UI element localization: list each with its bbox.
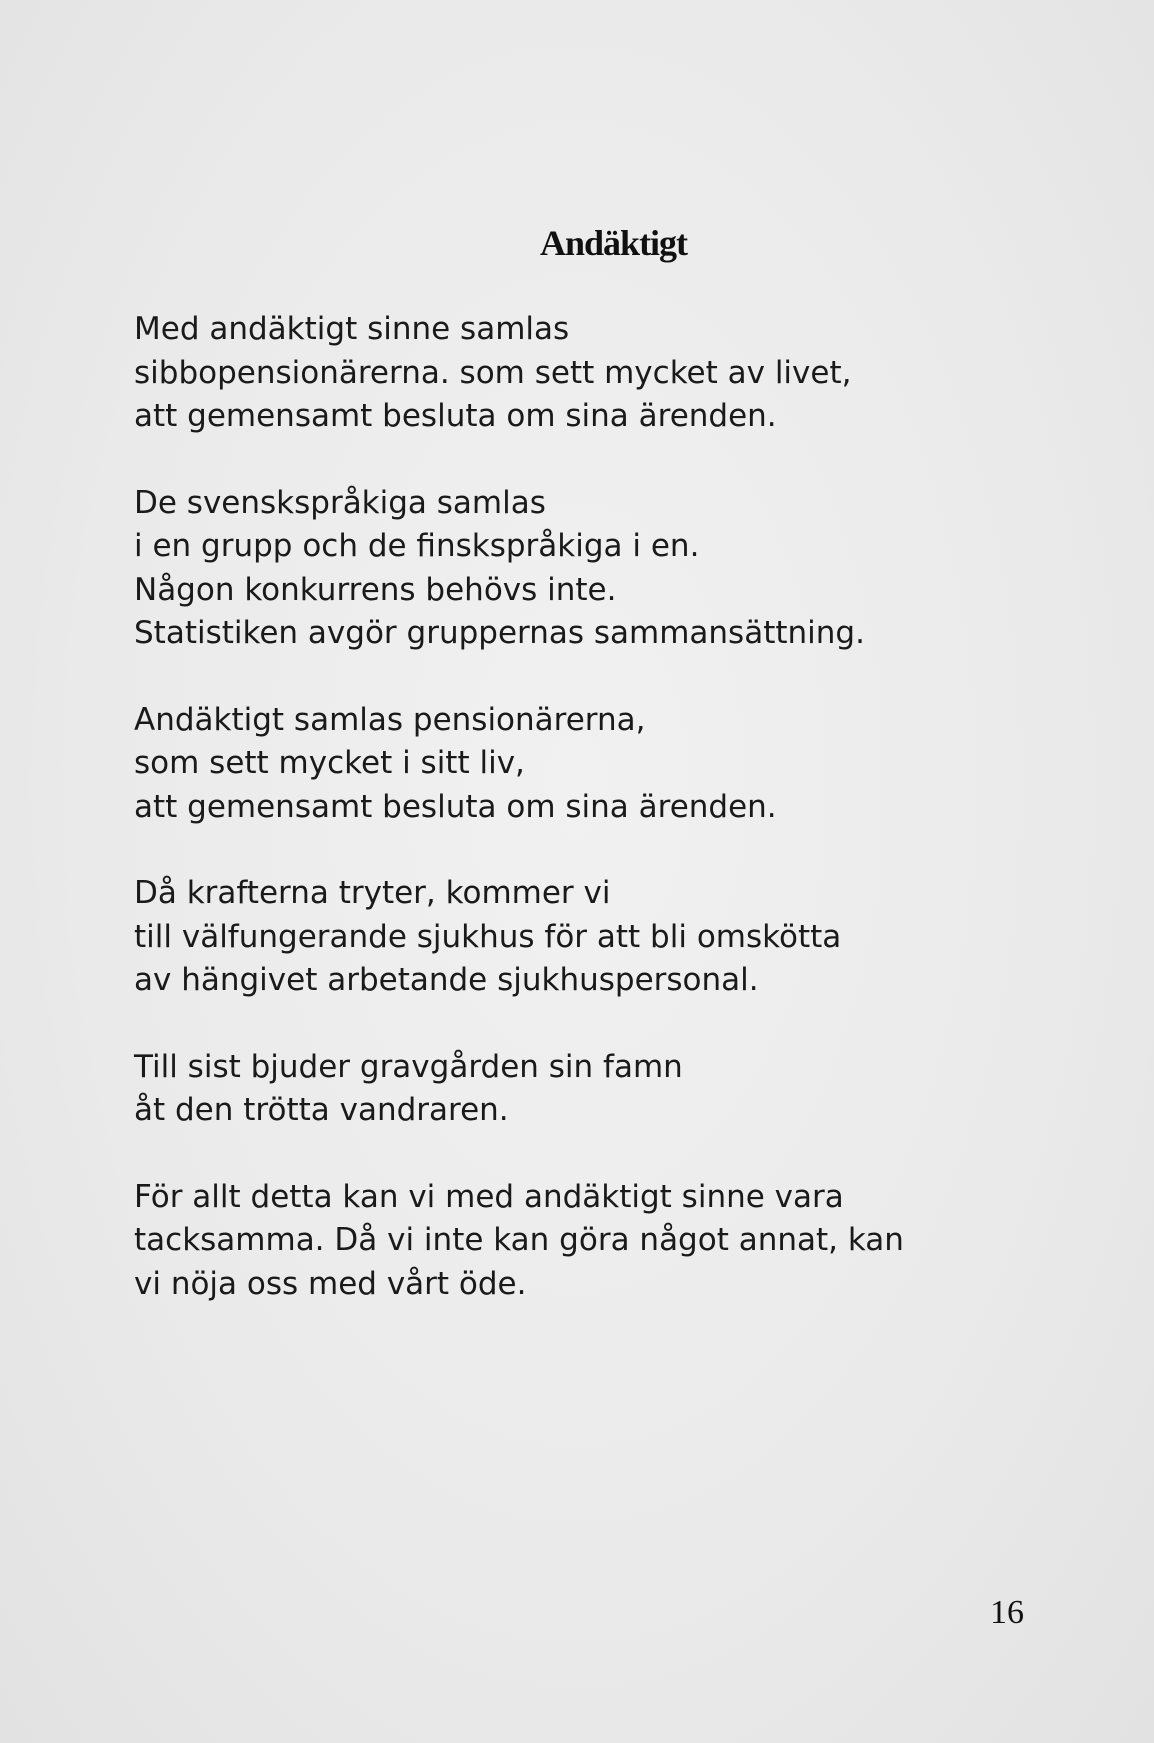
poem-line: Andäktigt samlas pensionärerna, — [134, 701, 646, 738]
poem-line: Statistiken avgör gruppernas sammansättning. — [134, 615, 865, 651]
stanza-5 — [134, 1046, 1034, 1133]
page-number: 16 — [990, 1594, 1024, 1631]
poem-line: att gemensamt besluta om sina ärenden. — [134, 788, 777, 825]
poem-line: i en grupp och de finskspråkiga i en. — [134, 528, 700, 564]
stanza-2 — [134, 482, 1034, 656]
stanza-3 — [134, 699, 1034, 830]
poem-line: som sett mycket i sitt liv, — [134, 745, 525, 781]
poem-line: åt den trötta vandraren. — [134, 1092, 509, 1128]
stanza-4 — [134, 872, 1034, 1003]
stanza-6 — [134, 1176, 1034, 1307]
poem-line: till välfungerande sjukhus för att bli omskötta — [134, 918, 842, 955]
poem-line: av hängivet arbetande sjukhuspersonal. — [134, 962, 759, 998]
poem-body — [134, 308, 1034, 1349]
stanza-1 — [134, 308, 1034, 439]
poem-line: att gemensamt besluta om sina ärenden. — [134, 398, 777, 434]
poem-line: De svenskspråkiga samlas — [134, 484, 546, 521]
poem-line: Till sist bjuder gravgården sin famn — [134, 1048, 683, 1085]
poem-line: vi nöja oss med vårt öde. — [134, 1265, 527, 1302]
poem-title: Andäktigt — [540, 223, 688, 263]
poem-line: tacksamma. Då vi inte kan göra något annat, kan — [134, 1222, 904, 1258]
poem-line: sibbopensionärerna. som sett mycket av livet, — [134, 354, 852, 391]
poem-line: För allt detta kan vi med andäktigt sinne vara — [134, 1178, 844, 1215]
poem-line: Med andäktigt sinne samlas — [134, 311, 570, 347]
poem-line: Någon konkurrens behövs inte. — [134, 571, 617, 608]
poem-line: Då krafterna tryter, kommer vi — [134, 875, 611, 911]
